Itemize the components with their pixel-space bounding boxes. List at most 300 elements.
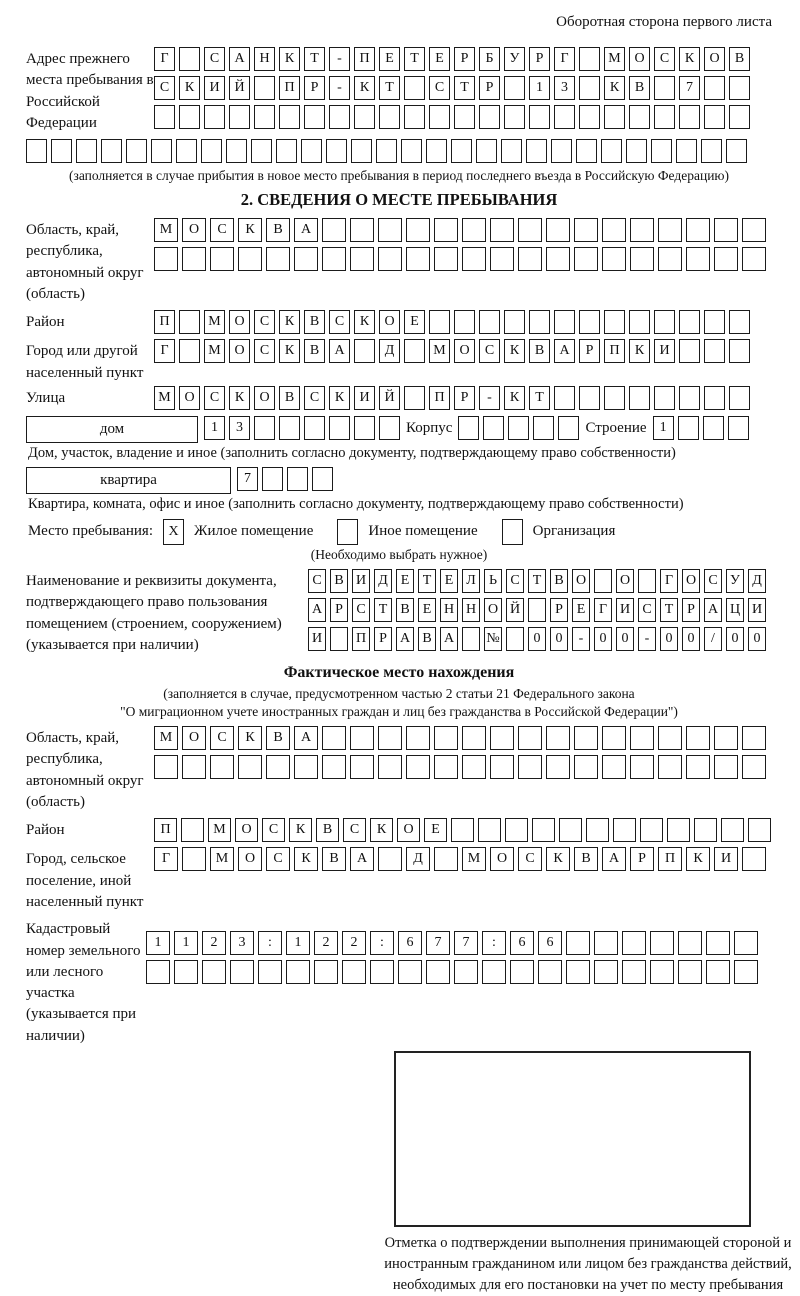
char-cell: [726, 139, 747, 163]
char-cell: Б: [479, 47, 500, 71]
char-cell: [622, 931, 646, 955]
char-cell: [667, 818, 690, 842]
char-cell: С: [154, 76, 175, 100]
char-cell: В: [529, 339, 550, 363]
char-cell: [174, 960, 198, 984]
char-cell: [566, 960, 590, 984]
char-cell: [304, 105, 325, 129]
char-cell: [354, 339, 375, 363]
char-cell: [630, 755, 654, 779]
char-cell: 1: [653, 416, 674, 440]
char-cell: М: [154, 726, 178, 750]
char-cell: У: [504, 47, 525, 71]
char-cell: 0: [550, 627, 568, 651]
char-cell: 0: [528, 627, 546, 651]
char-cell: П: [658, 847, 682, 871]
char-cell: П: [279, 76, 300, 100]
char-cell: А: [350, 847, 374, 871]
char-cell: [329, 105, 350, 129]
char-cell: П: [154, 310, 175, 334]
char-cell: [729, 105, 750, 129]
char-cell: В: [629, 76, 650, 100]
char-cell: [706, 931, 730, 955]
char-cell: М: [204, 310, 225, 334]
char-cell: [479, 310, 500, 334]
char-cell: С: [704, 569, 722, 593]
char-cell: [586, 818, 609, 842]
char-cell: :: [482, 931, 506, 955]
char-cell: [201, 139, 222, 163]
char-cell: /: [704, 627, 722, 651]
prev-address-row-3: [154, 105, 750, 129]
char-cell: [742, 726, 766, 750]
stay-type-row: [28, 519, 772, 545]
char-cell: [742, 755, 766, 779]
char-cell: [176, 139, 197, 163]
char-cell: [508, 416, 529, 440]
char-cell: Р: [529, 47, 550, 71]
char-cell: И: [354, 386, 375, 410]
char-cell: [454, 960, 478, 984]
char-cell: [404, 339, 425, 363]
char-cell: В: [279, 386, 300, 410]
char-cell: [679, 339, 700, 363]
char-cell: [238, 755, 262, 779]
char-cell: А: [554, 339, 575, 363]
char-cell: :: [370, 931, 394, 955]
char-cell: [686, 726, 710, 750]
char-cell: [640, 818, 663, 842]
char-cell: П: [604, 339, 625, 363]
char-cell: [579, 47, 600, 71]
char-cell: [703, 416, 724, 440]
char-cell: [478, 818, 501, 842]
char-cell: С: [254, 310, 275, 334]
confirmation-stamp-box: [394, 1051, 751, 1227]
char-cell: [404, 386, 425, 410]
char-cell: Р: [454, 386, 475, 410]
char-cell: [229, 105, 250, 129]
char-cell: [426, 960, 450, 984]
char-cell: 7: [679, 76, 700, 100]
char-cell: [434, 726, 458, 750]
char-cell: [518, 247, 542, 271]
char-cell: [398, 960, 422, 984]
char-cell: К: [294, 847, 318, 871]
char-cell: [429, 310, 450, 334]
char-cell: [678, 416, 699, 440]
char-cell: [533, 416, 554, 440]
char-cell: [279, 105, 300, 129]
char-cell: [378, 726, 402, 750]
char-cell: Л: [462, 569, 480, 593]
char-cell: С: [654, 47, 675, 71]
char-cell: [594, 960, 618, 984]
char-cell: -: [638, 627, 656, 651]
char-cell: У: [726, 569, 744, 593]
prev-address-rows: [154, 47, 750, 129]
char-cell: С: [266, 847, 290, 871]
char-cell: С: [343, 818, 366, 842]
char-cell: [686, 247, 710, 271]
char-cell: С: [210, 218, 234, 242]
cadastral-label: Кадастровый номер земельного или лесного участка (указывается при наличии): [26, 921, 141, 1044]
char-cell: В: [322, 847, 346, 871]
char-cell: Е: [379, 47, 400, 71]
stroenie-label: Строение: [585, 419, 647, 436]
char-cell: Р: [304, 76, 325, 100]
char-cell: И: [654, 339, 675, 363]
char-cell: [554, 105, 575, 129]
char-cell: К: [546, 847, 570, 871]
char-cell: [532, 818, 555, 842]
char-cell: [504, 76, 525, 100]
char-cell: [529, 105, 550, 129]
house-row: [26, 416, 772, 443]
char-cell: 7: [426, 931, 450, 955]
region-rows: [154, 218, 766, 271]
char-cell: О: [682, 569, 700, 593]
char-cell: [342, 960, 366, 984]
char-cell: С: [210, 726, 234, 750]
char-cell: [251, 139, 272, 163]
char-cell: 0: [616, 627, 634, 651]
char-cell: Д: [406, 847, 430, 871]
char-cell: В: [266, 218, 290, 242]
stay-option-organization-checkbox: [502, 519, 523, 545]
char-cell: [729, 76, 750, 100]
char-cell: [528, 598, 546, 622]
char-cell: [434, 218, 458, 242]
char-cell: [322, 726, 346, 750]
char-cell: [378, 755, 402, 779]
char-cell: -: [329, 76, 350, 100]
char-cell: [404, 76, 425, 100]
char-cell: М: [462, 847, 486, 871]
stay-type-note: (Необходимо выбрать нужное): [310, 546, 488, 562]
char-cell: [626, 139, 647, 163]
char-cell: М: [429, 339, 450, 363]
char-cell: 7: [454, 931, 478, 955]
char-cell: К: [629, 339, 650, 363]
char-cell: [483, 416, 504, 440]
char-cell: Г: [660, 569, 678, 593]
char-cell: А: [329, 339, 350, 363]
char-cell: [546, 726, 570, 750]
char-cell: [559, 818, 582, 842]
stroenie-cells: [653, 416, 749, 440]
char-cell: [354, 105, 375, 129]
char-cell: [179, 105, 200, 129]
char-cell: [462, 247, 486, 271]
actual-city-row: [154, 847, 766, 871]
char-cell: [546, 247, 570, 271]
char-cell: П: [354, 47, 375, 71]
char-cell: В: [304, 310, 325, 334]
char-cell: [694, 818, 717, 842]
char-cell: [182, 755, 206, 779]
char-cell: В: [729, 47, 750, 71]
stay-option-residential-checkbox: [163, 519, 184, 545]
char-cell: [602, 218, 626, 242]
actual-district-label: Район: [26, 822, 65, 839]
char-cell: [654, 310, 675, 334]
actual-region-label: Область, край, республика, автономный округ (область): [26, 730, 144, 811]
char-cell: С: [429, 76, 450, 100]
char-cell: [650, 960, 674, 984]
stay-option-other-label: Иное помещение: [368, 523, 478, 540]
stay-option-other-checkbox: [337, 519, 358, 545]
char-cell: [706, 960, 730, 984]
char-cell: 3: [554, 76, 575, 100]
char-cell: 1: [204, 416, 225, 440]
char-cell: Т: [379, 76, 400, 100]
doc-basis-field: [26, 569, 772, 656]
stay-type-label: Место пребывания:: [28, 523, 153, 540]
char-cell: О: [454, 339, 475, 363]
char-cell: Е: [396, 569, 414, 593]
char-cell: [714, 726, 738, 750]
char-cell: [126, 139, 147, 163]
region-row-1: [154, 218, 766, 242]
char-cell: [254, 416, 275, 440]
char-cell: [350, 726, 374, 750]
char-cell: [566, 931, 590, 955]
char-cell: Е: [429, 47, 450, 71]
region-field: [26, 218, 772, 305]
char-cell: [434, 247, 458, 271]
doc-basis-row-1: [308, 569, 766, 593]
char-cell: [462, 627, 480, 651]
actual-city-label: Город, сельское поселение, иной населенный пункт: [26, 851, 144, 910]
char-cell: 0: [682, 627, 700, 651]
char-cell: [351, 139, 372, 163]
char-cell: [604, 105, 625, 129]
city-row: [154, 339, 750, 363]
char-cell: [574, 247, 598, 271]
char-cell: [276, 139, 297, 163]
char-cell: [266, 755, 290, 779]
char-cell: [286, 960, 310, 984]
char-cell: [406, 247, 430, 271]
korpus-label: Корпус: [406, 419, 453, 436]
char-cell: Т: [304, 47, 325, 71]
cadastral-row-1: [146, 931, 758, 955]
house-box-label: дом: [26, 416, 198, 443]
char-cell: О: [629, 47, 650, 71]
char-cell: С: [479, 339, 500, 363]
char-cell: И: [352, 569, 370, 593]
char-cell: Г: [154, 847, 178, 871]
char-cell: [378, 247, 402, 271]
char-cell: [601, 139, 622, 163]
char-cell: [679, 310, 700, 334]
char-cell: К: [354, 76, 375, 100]
char-cell: О: [379, 310, 400, 334]
char-cell: О: [229, 339, 250, 363]
char-cell: К: [504, 339, 525, 363]
char-cell: К: [370, 818, 393, 842]
char-cell: [734, 960, 758, 984]
char-cell: О: [572, 569, 590, 593]
char-cell: С: [506, 569, 524, 593]
char-cell: [154, 755, 178, 779]
char-cell: [576, 139, 597, 163]
char-cell: [604, 310, 625, 334]
char-cell: [501, 139, 522, 163]
char-cell: Н: [254, 47, 275, 71]
char-cell: М: [204, 339, 225, 363]
char-cell: [154, 105, 175, 129]
char-cell: К: [679, 47, 700, 71]
char-cell: 6: [510, 931, 534, 955]
char-cell: М: [154, 218, 178, 242]
char-cell: [182, 247, 206, 271]
district-label: Район: [26, 314, 65, 331]
char-cell: Е: [418, 598, 436, 622]
char-cell: [654, 76, 675, 100]
char-cell: Р: [330, 598, 348, 622]
char-cell: Т: [528, 569, 546, 593]
char-cell: 1: [146, 931, 170, 955]
char-cell: [204, 105, 225, 129]
char-cell: [704, 105, 725, 129]
char-cell: [505, 818, 528, 842]
prev-address-note: (заполняется в случае прибытия в новое место пребывания в период последнего въезда в Российскую Федерацию): [68, 168, 730, 184]
char-cell: [354, 416, 375, 440]
char-cell: [630, 218, 654, 242]
char-cell: В: [330, 569, 348, 593]
char-cell: [154, 247, 178, 271]
char-cell: О: [182, 218, 206, 242]
char-cell: [679, 386, 700, 410]
actual-location-note-1: (заполняется в случае, предусмотренном частью 2 статьи 21 Федерального закона: [163, 686, 635, 702]
char-cell: [451, 818, 474, 842]
char-cell: [179, 47, 200, 71]
char-cell: [482, 960, 506, 984]
char-cell: [451, 139, 472, 163]
section2-title: 2. СВЕДЕНИЯ О МЕСТЕ ПРЕБЫВАНИЯ: [240, 190, 558, 210]
char-cell: [546, 218, 570, 242]
char-cell: 0: [660, 627, 678, 651]
char-cell: М: [210, 847, 234, 871]
char-cell: [638, 569, 656, 593]
actual-city-field: [26, 847, 772, 913]
char-cell: В: [418, 627, 436, 651]
char-cell: Н: [440, 598, 458, 622]
confirmation-stamp-caption: Отметка о подтверждении выполнения принимающей стороной и иностранным гражданином или лицом без гражданства действий, необходимых для его постановки на учет по месту пребывания: [384, 1235, 792, 1294]
char-cell: О: [397, 818, 420, 842]
char-cell: [518, 755, 542, 779]
char-cell: [350, 218, 374, 242]
char-cell: [322, 755, 346, 779]
char-cell: 1: [529, 76, 550, 100]
char-cell: 2: [314, 931, 338, 955]
char-cell: [376, 139, 397, 163]
char-cell: Т: [454, 76, 475, 100]
char-cell: 2: [342, 931, 366, 955]
char-cell: [506, 627, 524, 651]
char-cell: [322, 247, 346, 271]
char-cell: Т: [529, 386, 550, 410]
char-cell: Р: [479, 76, 500, 100]
prev-address-label: Адрес прежнего места пребывания в Российской Федерации: [26, 51, 154, 131]
char-cell: О: [616, 569, 634, 593]
char-cell: О: [484, 598, 502, 622]
char-cell: [254, 76, 275, 100]
street-field: [26, 386, 772, 410]
char-cell: [294, 755, 318, 779]
char-cell: В: [316, 818, 339, 842]
char-cell: М: [154, 386, 175, 410]
char-cell: [686, 755, 710, 779]
char-cell: П: [352, 627, 370, 651]
char-cell: [734, 931, 758, 955]
char-cell: [279, 416, 300, 440]
char-cell: [406, 755, 430, 779]
char-cell: В: [550, 569, 568, 593]
char-cell: [650, 931, 674, 955]
char-cell: 0: [748, 627, 766, 651]
char-cell: [379, 105, 400, 129]
char-cell: [350, 755, 374, 779]
char-cell: [658, 218, 682, 242]
char-cell: А: [294, 218, 318, 242]
char-cell: [51, 139, 72, 163]
char-cell: [454, 105, 475, 129]
actual-region-row-2: [154, 755, 766, 779]
char-cell: [462, 726, 486, 750]
char-cell: Н: [462, 598, 480, 622]
char-cell: [350, 247, 374, 271]
char-cell: С: [329, 310, 350, 334]
char-cell: [314, 960, 338, 984]
char-cell: [329, 416, 350, 440]
char-cell: [678, 960, 702, 984]
char-cell: [604, 386, 625, 410]
street-row: [154, 386, 750, 410]
char-cell: Г: [154, 339, 175, 363]
char-cell: Т: [374, 598, 392, 622]
char-cell: Р: [630, 847, 654, 871]
char-cell: И: [616, 598, 634, 622]
char-cell: О: [229, 310, 250, 334]
char-cell: [658, 755, 682, 779]
char-cell: 2: [202, 931, 226, 955]
char-cell: [406, 218, 430, 242]
char-cell: Р: [374, 627, 392, 651]
actual-region-row-1: [154, 726, 766, 750]
char-cell: [238, 247, 262, 271]
char-cell: X: [163, 519, 184, 545]
char-cell: О: [490, 847, 514, 871]
doc-basis-rows: [308, 569, 766, 651]
char-cell: О: [182, 726, 206, 750]
char-cell: [658, 726, 682, 750]
char-cell: [370, 960, 394, 984]
char-cell: [579, 386, 600, 410]
actual-region-rows: [154, 726, 766, 779]
stay-option-residential-label: Жилое помещение: [194, 523, 314, 540]
doc-basis-label: Наименование и реквизиты документа, подтверждающего право пользования помещением (строением, сооружением) (указывается при наличии): [26, 572, 282, 653]
char-cell: [579, 105, 600, 129]
char-cell: Р: [550, 598, 568, 622]
char-cell: [210, 755, 234, 779]
char-cell: С: [204, 47, 225, 71]
doc-basis-row-3: [308, 627, 766, 651]
char-cell: [714, 755, 738, 779]
char-cell: [151, 139, 172, 163]
